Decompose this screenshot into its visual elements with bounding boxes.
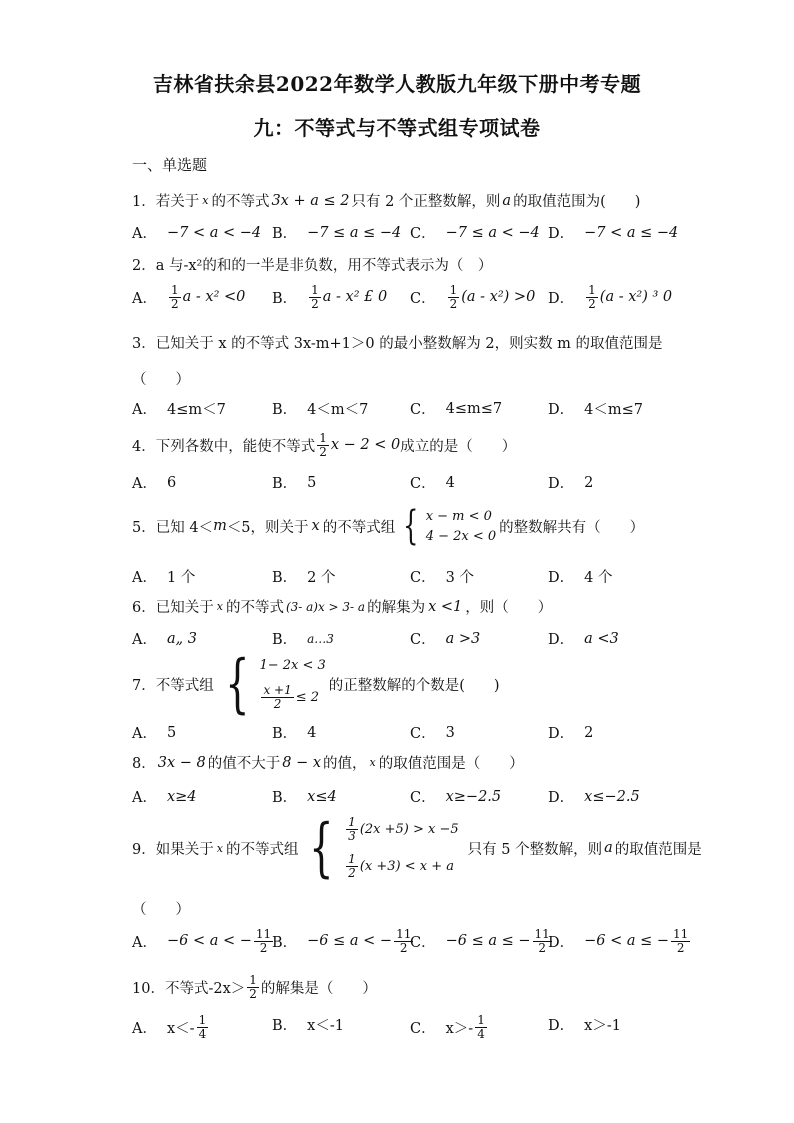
title-line-2: 九：不等式与不等式组专项试卷: [253, 116, 541, 140]
option-c: C． 4≤m≤7: [410, 400, 503, 418]
question-9-paren: （ ）: [132, 902, 190, 918]
question-10: 10．不等式-2x＞ $\frac{1}{2}$ 的解集是（ ）: [132, 973, 377, 1001]
option-b: B． −6 ≤ a < − $\frac{11}{2}$: [272, 927, 412, 955]
option-d: D． 2: [548, 724, 594, 742]
option-b: B． x≤4: [272, 788, 337, 806]
option-d: D． x＞-1: [548, 1018, 621, 1034]
option-b: B． x＜-1: [272, 1018, 344, 1034]
option-a: A． $\frac{1}{2}$ a - x² <0: [132, 283, 246, 311]
option-c: C． 4: [410, 474, 455, 492]
option-b: B． a…3: [272, 631, 334, 648]
option-c: C． 3 个: [410, 570, 474, 586]
option-a: A． 1 个: [132, 570, 196, 586]
option-b: B． 5: [272, 474, 317, 492]
option-c: C． 3: [410, 724, 455, 742]
option-d: D． a <3: [548, 630, 619, 648]
question-3: 3．已知关于 x 的不等式 3x-m+1＞0 的最小整数解为 2，则实数 m 的取值范围是: [132, 336, 663, 352]
option-c: C． −6 ≤ a ≤ − $\frac{11}{2}$: [410, 927, 550, 955]
option-a: A． 6: [132, 474, 177, 492]
inequality-system: { x − m < 0 4 − 2x < 0: [403, 503, 497, 549]
question-5: 5．已知 4＜ m ＜5，则关于 x 的不等式组 { x − m < 0 4 − 2x < 0 的整数解共有（ ）: [132, 503, 645, 549]
option-c: C． x≥−2.5: [410, 788, 502, 806]
question-8: 8． 3x − 8 的值不大于 8 − x 的值， x 的取值范围是（ ）: [132, 754, 524, 772]
option-c: C． $\frac{1}{2}$ (a - x²) >0: [410, 283, 536, 311]
option-b: B． 2 个: [272, 570, 336, 586]
option-a: A． x≥4: [132, 788, 197, 806]
question-3-paren: （ ）: [132, 372, 190, 388]
option-d: D． −6 < a ≤ − $\frac{11}{2}$: [548, 927, 689, 955]
question-2: 2．a 与-x²的和的一半是非负数，用不等式表示为（ ）: [132, 258, 493, 274]
inequality-system: { $\frac{1}{3}$ (2x +5) > x −5 $\frac{1}{2}$ (x +3) < x + a: [309, 811, 459, 885]
option-c: C． a >3: [410, 630, 481, 648]
option-b: B． 4: [272, 724, 317, 742]
section-heading: 一、单选题: [132, 156, 208, 174]
option-a: A． a„ 3: [132, 630, 197, 648]
option-c: C． −7 ≤ a < −4: [410, 224, 540, 242]
option-d: D． 4 个: [548, 570, 613, 586]
option-a: A． x＜- $\frac{1}{4}$: [132, 1013, 207, 1041]
title-line-1: 吉林省扶余县2022年数学人教版九年级下册中考专题: [152, 72, 642, 96]
question-7: 7．不等式组 { 1− 2x < 3 $\frac{x +1}{2}$ ≤ 2 的正整数解的个数是( ): [132, 647, 500, 721]
option-a: A． −7 < a < −4: [132, 224, 262, 242]
option-c: C． x＞- $\frac{1}{4}$: [410, 1013, 485, 1041]
option-b: B． −7 ≤ a ≤ −4: [272, 224, 402, 242]
option-b: B． $\frac{1}{2}$ a - x² £ 0: [272, 283, 388, 311]
option-d: D． 2: [548, 474, 594, 492]
option-a: A． −6 < a < − $\frac{11}{2}$: [132, 927, 272, 955]
option-a: A． 4≤m＜7: [132, 402, 226, 418]
question-4: 4．下列各数中，能使不等式 $\frac{1}{2}$ x − 2 < 0 成立的是（ ）: [132, 431, 517, 459]
option-b: B． 4＜m＜7: [272, 402, 369, 418]
option-d: D． $\frac{1}{2}$ (a - x²) ³ 0: [548, 283, 673, 311]
question-9: 9．如果关于 x 的不等式组 { $\frac{1}{3}$ (2x +5) > x −5 $\frac{1}{2}$ (x +3) < x + a 只有 5 个整数解，则 a 的取值范围是: [132, 811, 702, 885]
question-6: 6．已知关于 x 的不等式 (3- a)x > 3- a 的解集为 x <1 ，则（ ）: [132, 598, 553, 616]
option-a: A． 5: [132, 724, 177, 742]
option-d: D． x≤−2.5: [548, 788, 640, 806]
inequality-system: { 1− 2x < 3 $\frac{x +1}{2}$ ≤ 2: [224, 647, 326, 721]
question-1: 1．若关于 x 的不等式 3x + a ≤ 2 只有 2 个正整数解，则 a 的取值范围为( ): [132, 192, 641, 210]
option-d: D． 4＜m≤7: [548, 402, 643, 418]
option-d: D． −7 < a ≤ −4: [548, 224, 679, 242]
